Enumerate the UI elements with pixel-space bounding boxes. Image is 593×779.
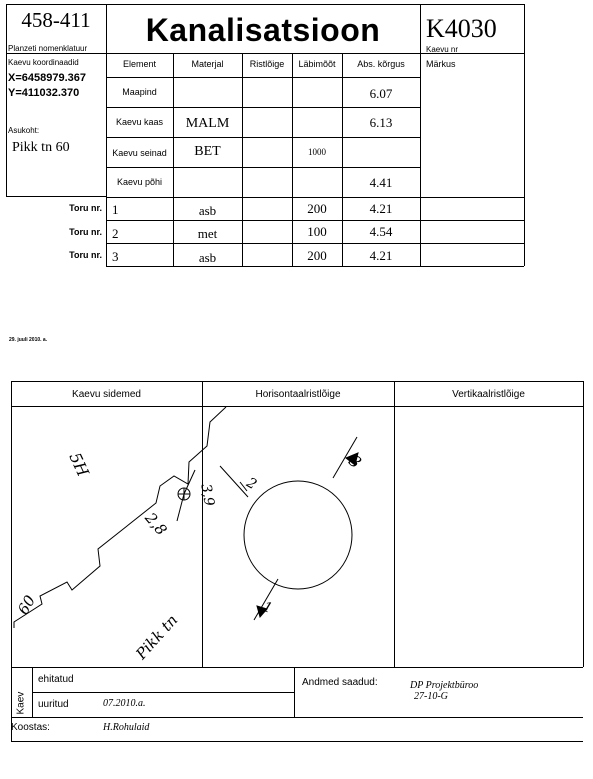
col-header-element: Element [122,59,157,69]
date-note: 29. juuli 2010. a. [9,337,48,343]
coordinates-label: Kaevu koordinaadid [8,58,79,67]
pipe-diameter: 100 [307,224,327,239]
data-source-value: DP Projektbüroo [410,680,479,691]
row-abs-height: 6.13 [369,115,393,130]
sketch-dim-28: 2,8 [141,509,171,539]
horizontal-pipe-2: 2 [243,474,260,494]
row-element: Kaevu põhi [116,177,163,187]
sketch-dim-39: 3,9 [197,482,217,508]
sketch-street: Pikk tn [132,611,182,663]
pipe-label: Toru nr. [69,203,102,213]
data-source-label: Andmed saadud: [302,677,378,688]
col-header-material: Materjal [191,59,224,69]
row-element: Maapind [122,87,157,97]
coordinate-y: Y=411032.370 [8,87,80,99]
pipe-diameter: 200 [307,248,327,263]
data-source-date: 27-10-G [414,691,448,702]
horizontal-pipe-3: 3 [345,450,366,473]
pipe-abs-height: 4.21 [369,248,393,263]
pipe-diameter: 200 [307,201,327,216]
row-element: Kaevu seinad [112,148,167,158]
panel-title-horizontal: Horisontaalristlõige [255,389,341,400]
pipe-material: asb [198,250,217,265]
pipe-number: 3 [112,249,119,264]
built-label: ehitatud [38,674,74,685]
pipe-number: 2 [112,226,119,241]
row-abs-height: 6.07 [369,86,393,101]
pipe-abs-height: 4.21 [369,201,393,216]
coordinate-x: X=6458979.367 [8,72,86,84]
surveyed-label: uuritud [38,699,69,710]
pipe-label: Toru nr. [69,227,102,237]
col-header-cross-section: Ristlõige [249,59,285,69]
pipe-material: asb [198,203,217,218]
address-label: Asukoht: [8,126,40,135]
nomenclature-code: 458-411 [21,8,91,32]
pipe-material: met [197,226,218,241]
author-label: Koostas: [11,722,50,733]
col-header-notes: Märkus [426,59,456,69]
row-material: BET [194,144,221,159]
horizontal-pipe-1: 1 [260,598,275,618]
row-material: MALM [185,116,230,131]
panel-title-connections: Kaevu sidemed [72,389,141,400]
well-number-label: Kaevu nr [426,45,459,54]
row-abs-height: 4.41 [369,175,393,190]
row-element: Kaevu kaas [115,117,164,127]
pipe-number: 1 [112,202,119,217]
address-value: Pikk tn 60 [12,140,70,155]
page-title: Kanalisatsioon [145,12,381,48]
pipe-abs-height: 4.54 [369,224,393,239]
sketch-label-5h: 5H [65,449,93,480]
row-diameter: 1000 [308,147,326,157]
surveyed-value: 07.2010.a. [103,698,146,709]
author-value: H.Rohulaid [103,722,150,733]
well-number: K4030 [426,14,497,43]
col-header-abs-height: Abs. kõrgus [357,59,405,69]
sketch-dim-60: 60 [13,592,40,618]
nomenclature-label: Planzeti nomenklatuur [8,44,88,53]
footer-side-label: Kaev [15,691,27,715]
col-header-diameter: Läbimõõt [298,59,336,69]
pipe-label: Toru nr. [69,250,102,260]
panel-title-vertical: Vertikaalristlõige [452,389,525,400]
